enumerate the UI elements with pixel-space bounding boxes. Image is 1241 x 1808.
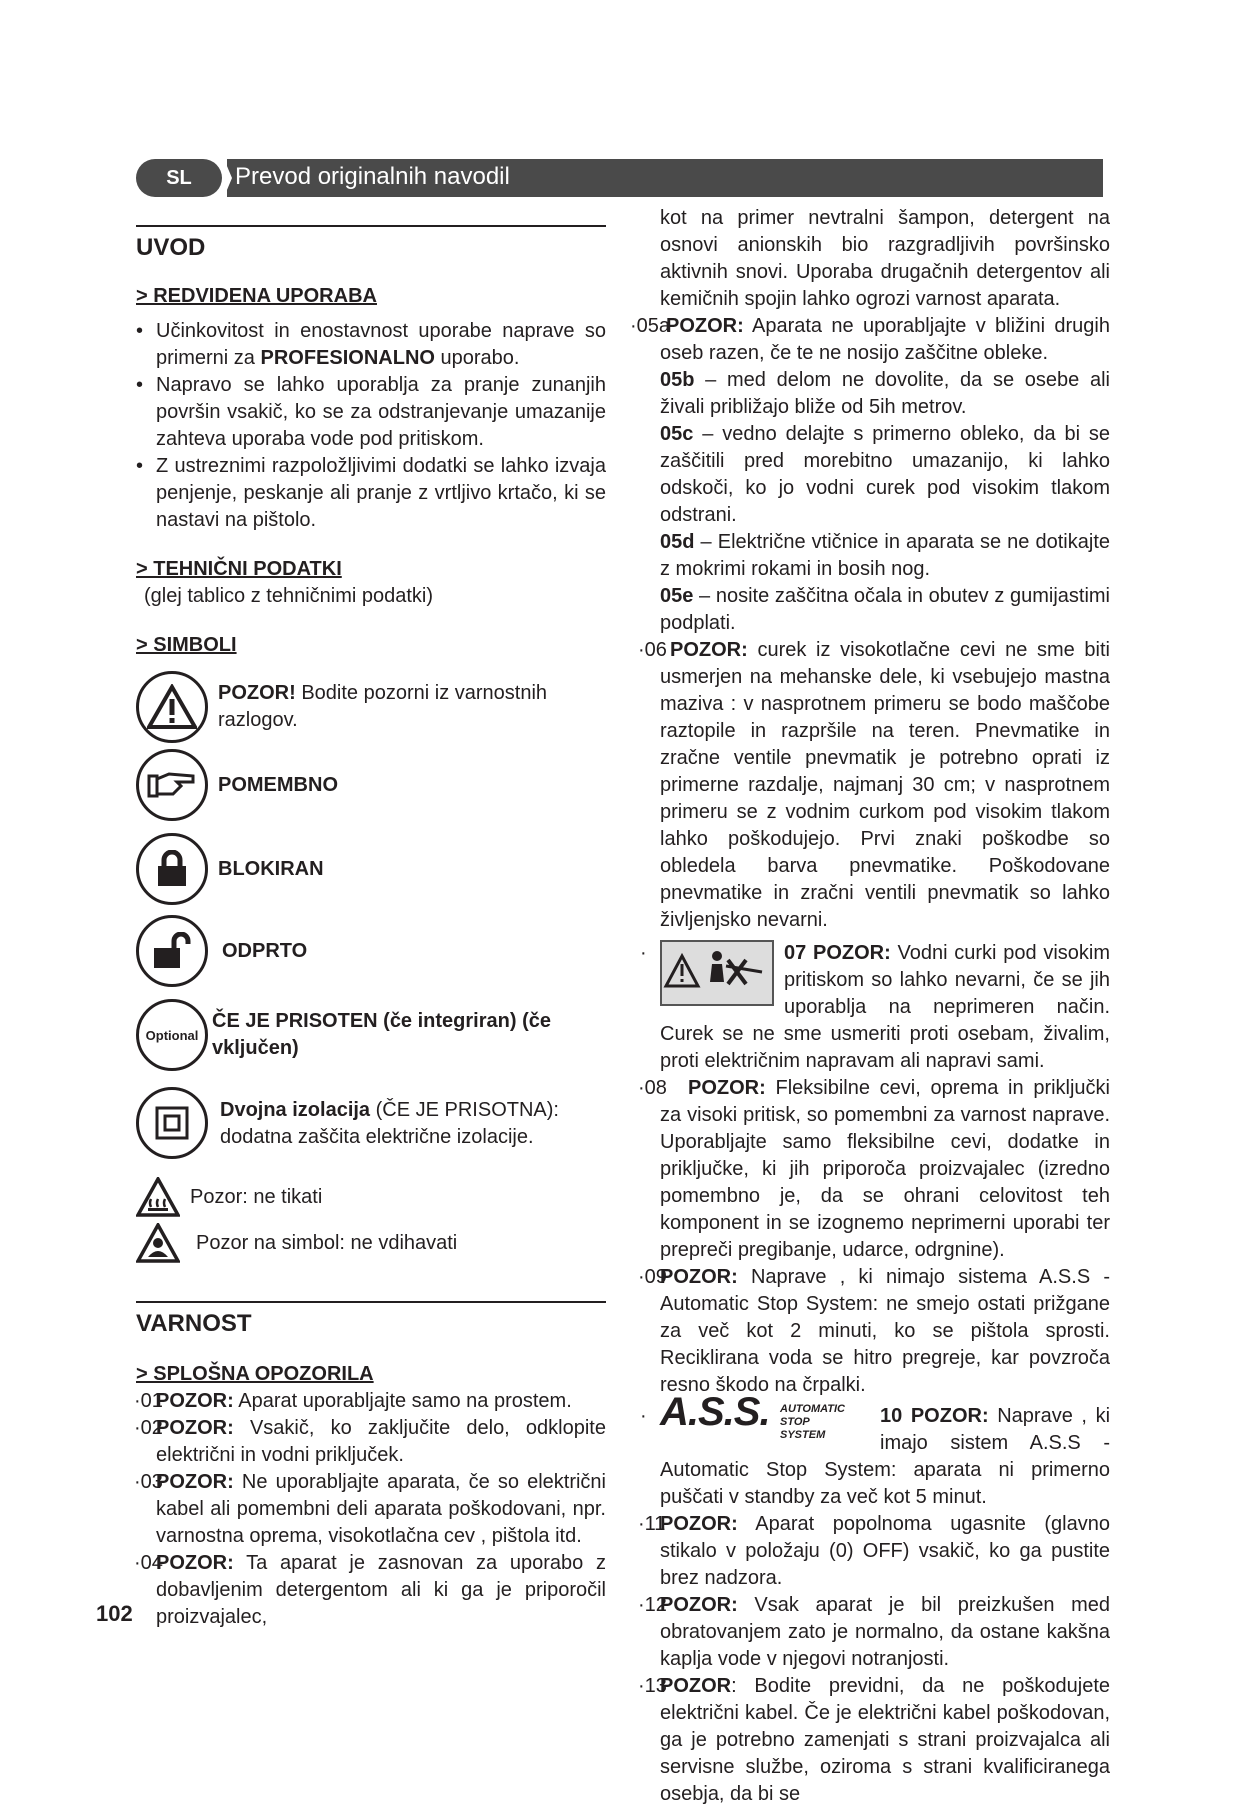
hot-surface-label: Pozor: ne tikati	[190, 1185, 323, 1208]
pointing-hand-icon	[136, 749, 208, 821]
list-item: ·06 POZOR: curek iz visokotlačne cevi ne sme biti usmerjen na mehanske dele, ki vsebujejo mastna maziva : v nasprotnem primeru se bodo maščobe raztopile in razpršile na teren. Pnevmatike in zračne ventile pnevmatik je potrebno oprati iz primerne razdalje, najmanj 30 cm; v nasprotnem primeru se z vodnim curkom pod visokim tlakom lahko poškodujejo. Prvi znaki poškodbe so obledela barva pnevmatike. Poškodovane pnevmatike in zračni ventili pnevmatik so lahko življenjsko nevarni.	[638, 639, 1110, 931]
symbol-do-not-inhale	[136, 1223, 606, 1263]
list-item: 05d – Električne vtičnice in aparata se ne dotikajte z mokrimi rokami in bosih nog.	[660, 531, 1110, 580]
list-item: ·04 POZOR: Ta aparat je zasnovan za uporabo z dobavljenim detergentom ali ki ga je priporočil proizvajalec,	[134, 1552, 606, 1628]
list-item: 05e – nosite zaščitna očala in obutev z gumijastimi podplati.	[660, 585, 1110, 634]
optional-icon: Optional	[136, 999, 208, 1071]
list-item: ·12 POZOR: Vsak aparat je bil preizkušen med obratovanjem zato je normalno, da ostane kakšna kaplja vode v njegovi notranjosti.	[638, 1594, 1110, 1670]
paragraph-continued: kot na primer nevtralni šampon, detergent na osnovi anionskih bio razgradljivih površinsko aktivnih snovi. Uporaba drugačnih detergentov ali kemičnih spojin lahko ogrozi varnost aparata.	[660, 207, 1110, 310]
list-item: ·01 POZOR: Aparat uporabljajte samo na prostem.	[134, 1390, 572, 1412]
warning-icon	[136, 671, 208, 743]
unlocked-padlock-icon	[136, 915, 208, 987]
left-column	[136, 225, 606, 1631]
list-item: ·13 POZOR: Bodite previdni, da ne poškodujete električni kabel. Če je električni kabel poškodovan, ga je potrebno zamenjati s strani proizvajalca ali servisne službe, oziroma s strani kvalificiranega osebja, da bi se	[638, 1675, 1110, 1805]
tech-data-text: (glej tablico z tehničnimi podatki)	[144, 585, 434, 607]
intended-use-list	[136, 318, 606, 534]
list-item: ·03 POZOR: Ne uporabljajte aparata, če so električni kabel ali pomembni deli aparata poškodovani, npr. varnostna oprema, visokotlačna cev , pištola itd.	[134, 1471, 606, 1547]
list-item: ·08 POZOR: Fleksibilne cevi, oprema in priključki za visoki pritisk, so pomembni za varnost naprave. Uporabljajte samo fleksibilne cevi, dodatke in priključke, ki jih priporoča proizvajalec (izredno pomembno je, da se ohrani celovitost teh komponent in se izognemo neprimerni uporabi ter prepreči pregibanje, udarce, odrgnine).	[638, 1077, 1110, 1261]
header-title: Prevod originalnih navodil	[235, 163, 510, 190]
list-item: • Napravo se lahko uporablja za pranje zunanjih površin vsakič, ko se za odstranjevanje umazanije zahteva uporaba vode pod pritiskom.	[136, 372, 606, 453]
warning-07: · 07 POZOR: Vodni curki pod visokim pritiskom so lahko nevarni, če se jih uporablja na neprimeren način. Curek se ne sme usmeriti proti osebam, živalim, proti električnim napravam ali napravi sami.	[640, 942, 1111, 1072]
double-insulation-icon	[136, 1087, 208, 1159]
page-number: 102	[96, 1601, 133, 1626]
list-item: ·02 POZOR: Vsakič, ko zaključite delo, odklopite električni in vodni priključek.	[134, 1417, 606, 1466]
heading-symbols: > SIMBOLI	[136, 634, 237, 656]
header-bar	[227, 159, 1103, 197]
general-warnings-list	[136, 1388, 606, 1631]
list-item: 05c – vedno delajte s primerno obleko, da bi se zaščitili pred morebitno umazanijo, ki lahko odskoči, ko jo vodni curek pod visokim tlakom odstrani.	[660, 423, 1110, 526]
list-item: ·11 POZOR: Aparat popolnoma ugasnite (glavno stikalo v položaju (0) OFF) vsakič, ko ga pustite brez nadzora.	[638, 1513, 1110, 1589]
list-item: 05b – med delom ne dovolite, da se osebe ali živali približajo bliže od 5ih metrov.	[660, 369, 1110, 418]
ass-logo-text: A.S.S.	[660, 1390, 770, 1434]
symbol-optional	[136, 999, 606, 1071]
symbol-hot-surface	[136, 1177, 606, 1217]
list-item: • Učinkovitost in enostavnost uporabe naprave so primerni za PROFESIONALNO uporabo.	[136, 318, 606, 372]
optional-label: ČE JE PRISOTEN (če integriran) (če vključen)	[212, 1010, 551, 1059]
symbol-warning: POZOR! Bodite pozorni iz varnostnih razlogov.	[136, 671, 606, 743]
hot-surface-icon	[136, 1177, 180, 1217]
locked-label: BLOKIRAN	[218, 857, 324, 880]
list-item: • Z ustreznimi razpoložljivimi dodatki se lahko izvaja penjenje, peskanje ali pranje z vrtljivo krtačo, ki se nastavi na pištolo.	[136, 453, 606, 534]
symbol-locked	[136, 833, 606, 905]
right-column	[630, 205, 1111, 1808]
important-label: POMEMBNO	[218, 773, 338, 796]
heading-tech-data: > TEHNIČNI PODATKI	[136, 558, 342, 580]
water-jet-warning-icon	[660, 940, 774, 1006]
locked-padlock-icon	[136, 833, 208, 905]
do-not-inhale-label: Pozor na simbol: ne vdihavati	[196, 1231, 458, 1254]
list-item: ·05a POZOR: Aparata ne uporabljajte v bližini drugih oseb razen, če te ne nosijo zaščitne obleke.	[630, 315, 1110, 364]
section-title-uvod: UVOD	[136, 234, 206, 261]
warning-10: A.S.S. AUTOMATIC STOP SYSTEM · 10 POZOR: Naprave , ki imajo sistem A.S.S - Automatic Stop System: aparata ni primerno puščati v standby za več kot 5 minut.	[640, 1390, 1111, 1508]
ass-logo: A.S.S. AUTOMATIC STOP SYSTEM	[660, 1390, 845, 1441]
section-title-varnost: VARNOST	[136, 1310, 252, 1337]
symbol-unlocked	[136, 915, 606, 987]
heading-general-warnings: > SPLOŠNA OPOZORILA	[136, 1363, 374, 1385]
language-badge: SL	[136, 159, 222, 197]
symbol-double-insulation: Dvojna izolacija (ČE JE PRISOTNA): dodatna zaščita električne izolacije.	[136, 1087, 606, 1159]
list-item: ·09 POZOR: Naprave , ki nimajo sistema A.S.S - Automatic Stop System: ne smejo ostati prižgane za več kot 2 minuti, ko se pištola sprosti. Reciklirana voda se hitro pregreje, kar povzroča resno škodo na črpalki.	[638, 1266, 1110, 1396]
unlocked-label: ODPRTO	[222, 939, 308, 962]
symbol-important	[136, 749, 606, 821]
do-not-inhale-icon	[136, 1223, 180, 1263]
heading-intended-use: > REDVIDENA UPORABA	[136, 285, 377, 307]
